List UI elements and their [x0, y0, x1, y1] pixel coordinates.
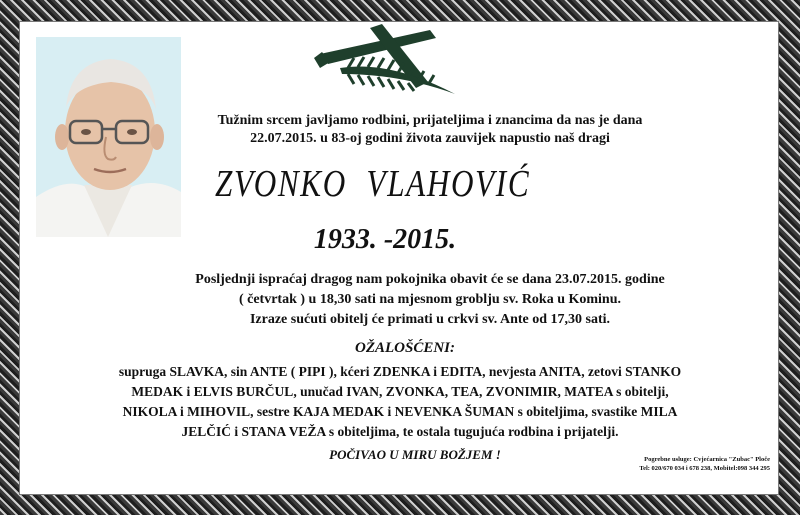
funeral-service-info: [570, 455, 770, 473]
service-contact: Tel: 020/670 034 i 678 238, Mobitel:098 344 295: [639, 465, 770, 472]
deceased-last-name: VLAHOVIĆ: [366, 163, 531, 205]
funeral-line: Posljednji ispraćaj dragog nam pokojnika obavit će se dana 23.07.2015. godine: [195, 272, 665, 287]
mourners-heading: OŽALOŠĆENI:: [354, 340, 455, 356]
announcement-line: 22.07.2015. u 83-oj godini života zauvijek napustio naš dragi: [250, 131, 610, 146]
life-years: 1933. -2015.: [313, 224, 457, 255]
deceased-name: [215, 162, 531, 206]
mourners-line: supruga SLAVKA, sin ANTE ( PIPI ), kćeri ZDENKA i EDITA, nevjesta ANITA, zetovi STANKO: [118, 364, 682, 379]
announcement-text: [180, 112, 680, 148]
funeral-line: Izraze sućuti obitelj će primati u crkvi sv. Ante od 17,30 sati.: [249, 312, 611, 327]
mourners-list: [30, 362, 770, 442]
mourners-line: MEDAK i ELVIS BURČUL, unučad IVAN, ZVONKA, TEA, ZVONIMIR, MATEA s obitelji,: [131, 384, 669, 399]
funeral-line: ( četvrtak ) u 18,30 sati na mjesnom groblju sv. Roka u Kominu.: [238, 292, 622, 307]
funeral-details: [150, 270, 710, 330]
announcement-line: Tužnim srcem javljamo rodbini, prijateljima i znancima da nas je dana: [217, 113, 643, 128]
rest-in-peace-text: POČIVAO U MIRU BOŽJEM !: [329, 447, 501, 462]
mourners-line: NIKOLA i MIHOVIL, sestre KAJA MEDAK i NEVENKA ŠUMAN s obiteljima, svastike MILA: [122, 404, 678, 419]
deceased-first-name: ZVONKO: [215, 163, 347, 205]
service-name: Pogrebne usluge: Cvjećarnica "Zubac" Ploče: [644, 456, 770, 463]
cross-with-palm-icon: [310, 22, 460, 97]
portrait-photo: [36, 37, 181, 237]
mourners-line: JELČIĆ i STANA VEŽA s obiteljima, te ostala tugujuća rodbina i prijatelji.: [181, 424, 619, 439]
